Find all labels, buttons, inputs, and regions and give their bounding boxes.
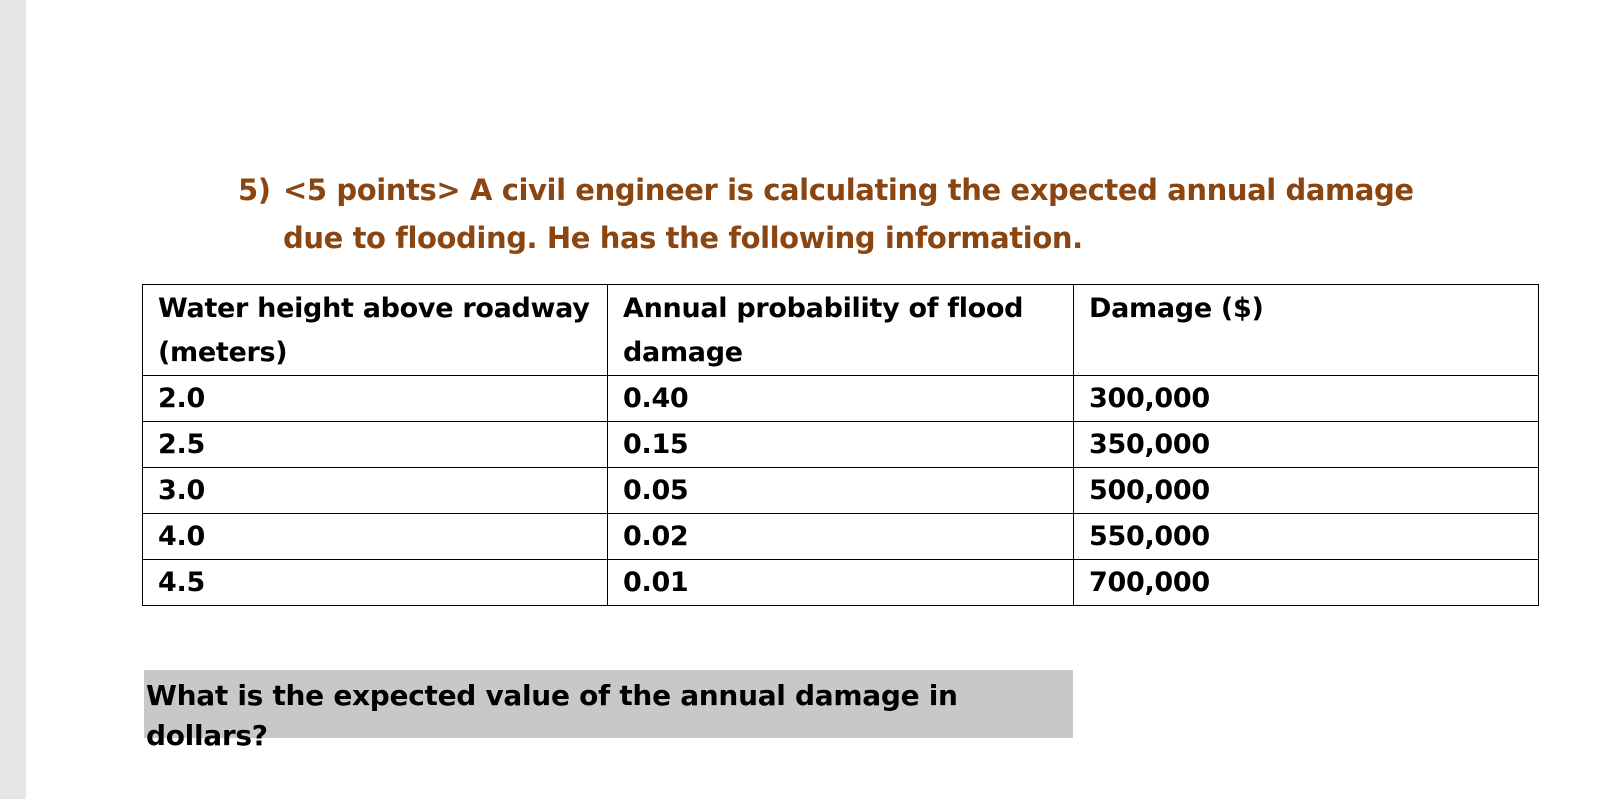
- cell-damage: 300,000: [1074, 376, 1539, 422]
- cell-water-height: 3.0: [143, 468, 608, 514]
- cell-damage: 500,000: [1074, 468, 1539, 514]
- cell-water-height: 4.0: [143, 514, 608, 560]
- page-margin-strip: [0, 0, 26, 799]
- cell-damage: 350,000: [1074, 422, 1539, 468]
- header-annual-probability: Annual probability of flood damage: [608, 285, 1074, 376]
- table-row: [143, 514, 1539, 560]
- highlighted-prompt: What is the expected value of the annual damage in dollars?: [144, 670, 1073, 738]
- question-number: 5): [238, 173, 271, 207]
- flood-data-table: [142, 284, 1539, 606]
- table-row: [143, 468, 1539, 514]
- cell-probability: 0.40: [608, 376, 1074, 422]
- cell-probability: 0.02: [608, 514, 1074, 560]
- cell-water-height: 2.5: [143, 422, 608, 468]
- document-page: [26, 0, 1601, 799]
- cell-damage: 700,000: [1074, 560, 1539, 606]
- cell-water-height: 4.5: [143, 560, 608, 606]
- cell-probability: 0.05: [608, 468, 1074, 514]
- table-header-row: [143, 285, 1539, 376]
- table-row: [143, 560, 1539, 606]
- table-row: [143, 422, 1539, 468]
- header-damage: Damage ($): [1074, 285, 1539, 376]
- cell-damage: 550,000: [1074, 514, 1539, 560]
- table-row: [143, 376, 1539, 422]
- header-water-height: Water height above roadway (meters): [143, 285, 608, 376]
- cell-probability: 0.01: [608, 560, 1074, 606]
- cell-water-height: 2.0: [143, 376, 608, 422]
- question-text: <5 points> A civil engineer is calculating the expected annual damage due to flooding. He has the following information.: [283, 173, 1414, 255]
- cell-probability: 0.15: [608, 422, 1074, 468]
